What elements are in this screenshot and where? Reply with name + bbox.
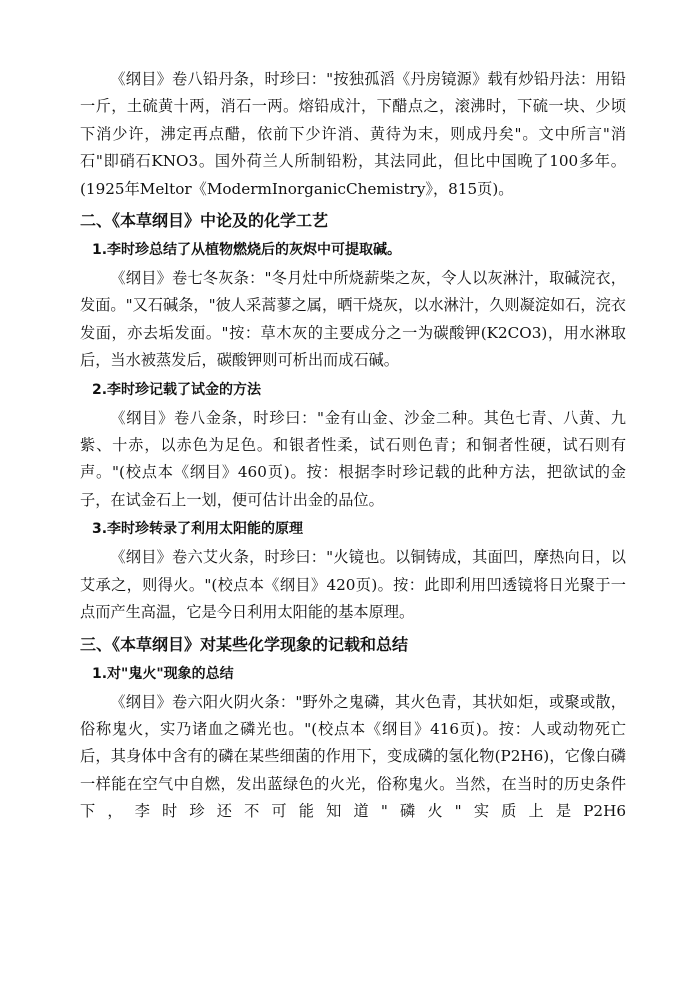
paragraph: 《纲目》卷六阳火阴火条："野外之鬼磷，其火色青，其状如炬，或聚或散，俗称鬼火，实乃诸血之磷光也。"(校点本《纲目》416页)。按：人或动物死亡后，其身体中含有的磷在某些细菌的作用下，变成磷的氢化物(P2H6)，它像白磷一样能在空气中自燃，发出蓝绿色的火光，俗称鬼火。当然，在当时的历史条件下，李时珍还不可能知道"磷火"实质上是P2H6 bbox=[80, 692, 626, 821]
paragraph: 《纲目》卷八金条，时珍曰："金有山金、沙金二种。其色七青、八黄、九紫、十赤，以赤色为足色。和银者性柔，试石则色青；和铜者性硬，试石则有声。"(校点本《纲目》460页)。按：根据李时珍记载的此种方法，把欲试的金子，在试金石上一划，便可估计出金的品位。 bbox=[80, 408, 626, 509]
paragraph: 《纲目》卷六艾火条，时珍曰："火镜也。以铜铸成，其面凹，摩热向日，以艾承之，则得火。"(校点本《纲目》420页)。按：此即利用凹透镜将日光聚于一点而产生高温，它是今日利用太阳能的基本原理。 bbox=[80, 548, 626, 622]
section-heading: 三、《本草纲目》对某些化学现象的记载和总结 bbox=[80, 634, 409, 654]
subsection-heading: 2.李时珍记载了试金的方法 bbox=[92, 381, 262, 398]
subsection-heading: 1.对"鬼火"现象的总结 bbox=[92, 665, 234, 682]
subsection-heading: 3.李时珍转录了利用太阳能的原理 bbox=[92, 521, 304, 538]
section-heading: 二、《本草纲目》中论及的化学工艺 bbox=[80, 211, 329, 231]
subsection-heading: 1.李时珍总结了从植物燃烧后的灰烬中可提取碱。 bbox=[92, 242, 402, 259]
paragraph: 《纲目》卷七冬灰条："冬月灶中所烧薪柴之灰，令人以灰淋汁，取碱浣衣，发面。"又石碱条，"彼人采蒿蓼之属，晒干烧灰，以水淋汁，久则凝淀如石，浣衣发面，亦去垢发面。"按：草木灰的主要成分之一为碳酸钾(K2CO3)，用水淋取后，当水被蒸发后，碳酸钾则可析出而成石碱。 bbox=[80, 269, 626, 370]
paragraph: 《纲目》卷八铅丹条，时珍曰："按独孤滔《丹房镜源》载有炒铅丹法：用铅一斤，土硫黄十两，消石一两。熔铅成汁，下醋点之，滚沸时，下硫一块、少顷下消少许，沸定再点醋，依前下少许消、黄待为末，则成丹矣"。文中所言"消石"即硝石KNO3。国外荷兰人所制铅粉，其法同此，但比中国晚了100多年。(1925年Meltor《ModermInorganicChemistry》，815页)。 bbox=[80, 70, 626, 198]
